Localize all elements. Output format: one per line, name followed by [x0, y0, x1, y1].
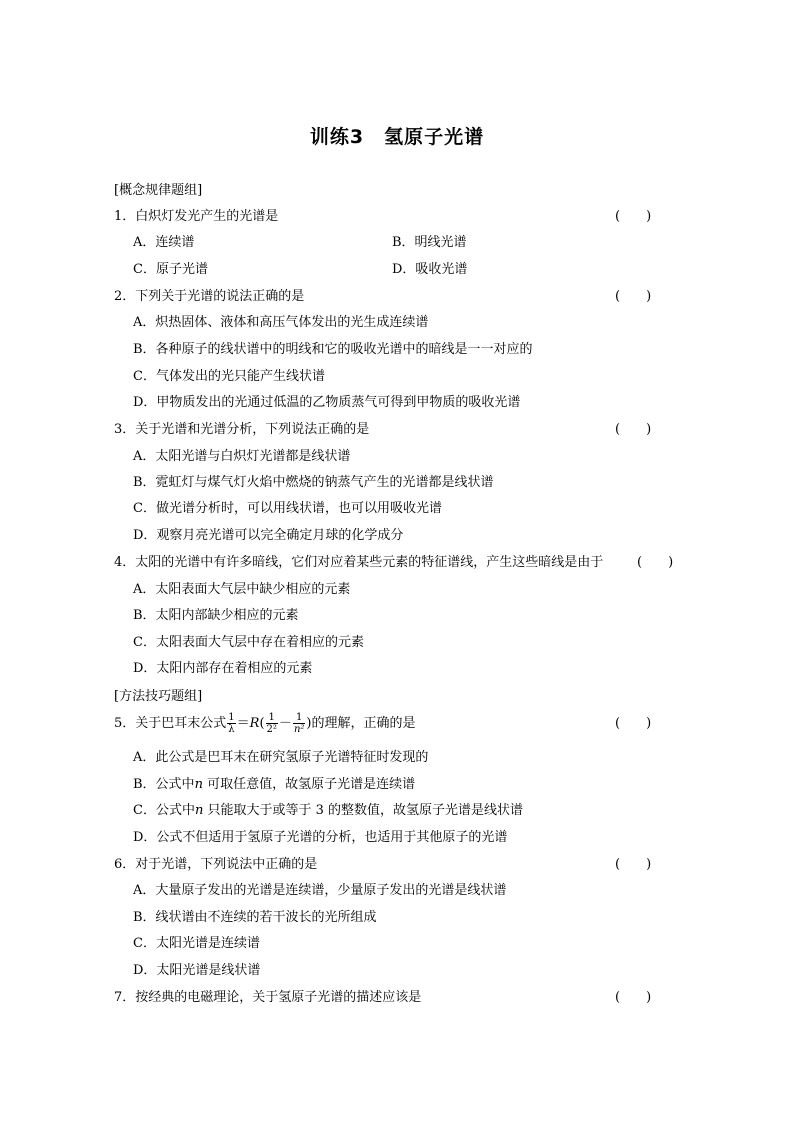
formula-fraction-one-over-two-squared: [266, 712, 278, 735]
answer-blank-6: ( ): [615, 857, 652, 872]
question-2-stem: 2．下列关于光谱的说法正确的是: [114, 289, 305, 304]
question-7-stem: 7．按经典的电磁理论，关于氢原子光谱的描述应该是: [114, 990, 422, 1005]
section-heading-methods: [方法技巧题组]: [114, 689, 203, 704]
question-4-option-b: B．太阳内部缺少相应的元素: [133, 608, 299, 623]
fraction-denominator: 2²: [266, 724, 277, 735]
question-2-option-b: B．各种原子的线状谱中的明线和它的吸收光谱中的暗线是一一对应的: [133, 342, 533, 357]
question-1-option-d: D．吸收光谱: [392, 262, 468, 277]
question-5-stem: [114, 707, 674, 741]
answer-blank-4: ( ): [637, 555, 674, 570]
question-4-option-d: D．太阳内部存在着相应的元素: [133, 661, 313, 676]
question-4-stem: 4．太阳的光谱中有许多暗线，它们对应着某些元素的特征谱线，产生这些暗线是由于: [114, 555, 604, 570]
formula-rydberg-constant: R: [249, 716, 260, 731]
question-5-option-c: [133, 800, 633, 822]
option-text: 只能取大于或等于 3 的整数值，故氢原子光谱是线状谱: [207, 803, 524, 818]
fraction-denominator: n²: [293, 724, 305, 735]
answer-blank-7: ( ): [615, 990, 652, 1005]
question-2-option-c: C．气体发出的光只能产生线状谱: [133, 369, 325, 384]
question-2-option-d: D．甲物质发出的光通过低温的乙物质蒸气可得到甲物质的吸收光谱: [133, 395, 521, 410]
question-3-option-b: B．霓虹灯与煤气灯火焰中燃烧的钠蒸气产生的光谱都是线状谱: [133, 475, 494, 490]
formula-left-paren: (: [259, 716, 265, 731]
question-5-option-b: [133, 774, 633, 796]
answer-blank-5: ( ): [615, 716, 652, 731]
question-5-option-d: D．公式不但适用于氢原子光谱的分析，也适用于其他原子的光谱: [133, 830, 508, 845]
formula-fraction-one-over-lambda: [227, 712, 235, 735]
formula-minus: －: [278, 716, 292, 731]
fraction-denominator: λ: [228, 724, 235, 735]
question-4-option-c: C．太阳表面大气层中存在着相应的元素: [133, 635, 364, 650]
question-1-option-b: B．明线光谱: [392, 235, 467, 250]
page-title: 训练3 氢原子光谱: [309, 126, 485, 148]
question-4-option-a: A．太阳表面大气层中缺少相应的元素: [133, 582, 351, 597]
question-6-stem: 6．对于光谱，下列说法中正确的是: [114, 857, 318, 872]
question-5-stem-text: 5．关于巴耳末公式: [114, 716, 227, 731]
section-heading-concepts: [概念规律题组]: [114, 183, 203, 198]
fraction-numerator: 1: [228, 712, 235, 723]
option-text: C．公式中: [133, 803, 195, 818]
question-1-option-c: C．原子光谱: [133, 262, 208, 277]
variable-n: n: [194, 777, 203, 792]
question-1-stem: 1．白炽灯发光产生的光谱是: [114, 209, 279, 224]
question-1-option-a: A．连续谱: [133, 235, 195, 250]
question-2-option-a: A．炽热固体、液体和高压气体发出的光生成连续谱: [133, 315, 429, 330]
question-3-option-c: C．做光谱分析时，可以用线状谱，也可以用吸收光谱: [133, 501, 442, 516]
question-6-option-b: B．线状谱由不连续的若干波长的光所组成: [133, 910, 377, 925]
option-text: B．公式中: [133, 777, 195, 792]
option-text: 可取任意值，故氢原子光谱是连续谱: [207, 777, 416, 792]
answer-blank-3: ( ): [615, 422, 652, 437]
question-3-option-d: D．观察月亮光谱可以完全确定月球的化学成分: [133, 528, 404, 543]
variable-n: n: [194, 803, 204, 818]
question-5-stem-tail: )的理解，正确的是: [306, 716, 416, 731]
question-3-stem: 3．关于光谱和光谱分析，下列说法正确的是: [114, 422, 370, 437]
question-6-option-a: A．大量原子发出的光谱是连续谱，少量原子发出的光谱是线状谱: [133, 883, 507, 898]
fraction-numerator: 1: [266, 712, 278, 724]
formula-fraction-one-over-n-squared: [293, 712, 305, 735]
question-6-option-d: D．太阳光谱是线状谱: [133, 963, 261, 978]
answer-blank-2: ( ): [615, 289, 652, 304]
question-3-option-a: A．太阳光谱与白炽灯光谱都是线状谱: [133, 449, 351, 464]
fraction-numerator: 1: [293, 712, 305, 724]
formula-equals: ＝: [236, 716, 250, 731]
question-6-option-c: C．太阳光谱是连续谱: [133, 936, 260, 951]
answer-blank-1: ( ): [615, 209, 652, 224]
question-5-option-a: A．此公式是巴耳末在研究氢原子光谱特征时发现的: [133, 750, 429, 765]
